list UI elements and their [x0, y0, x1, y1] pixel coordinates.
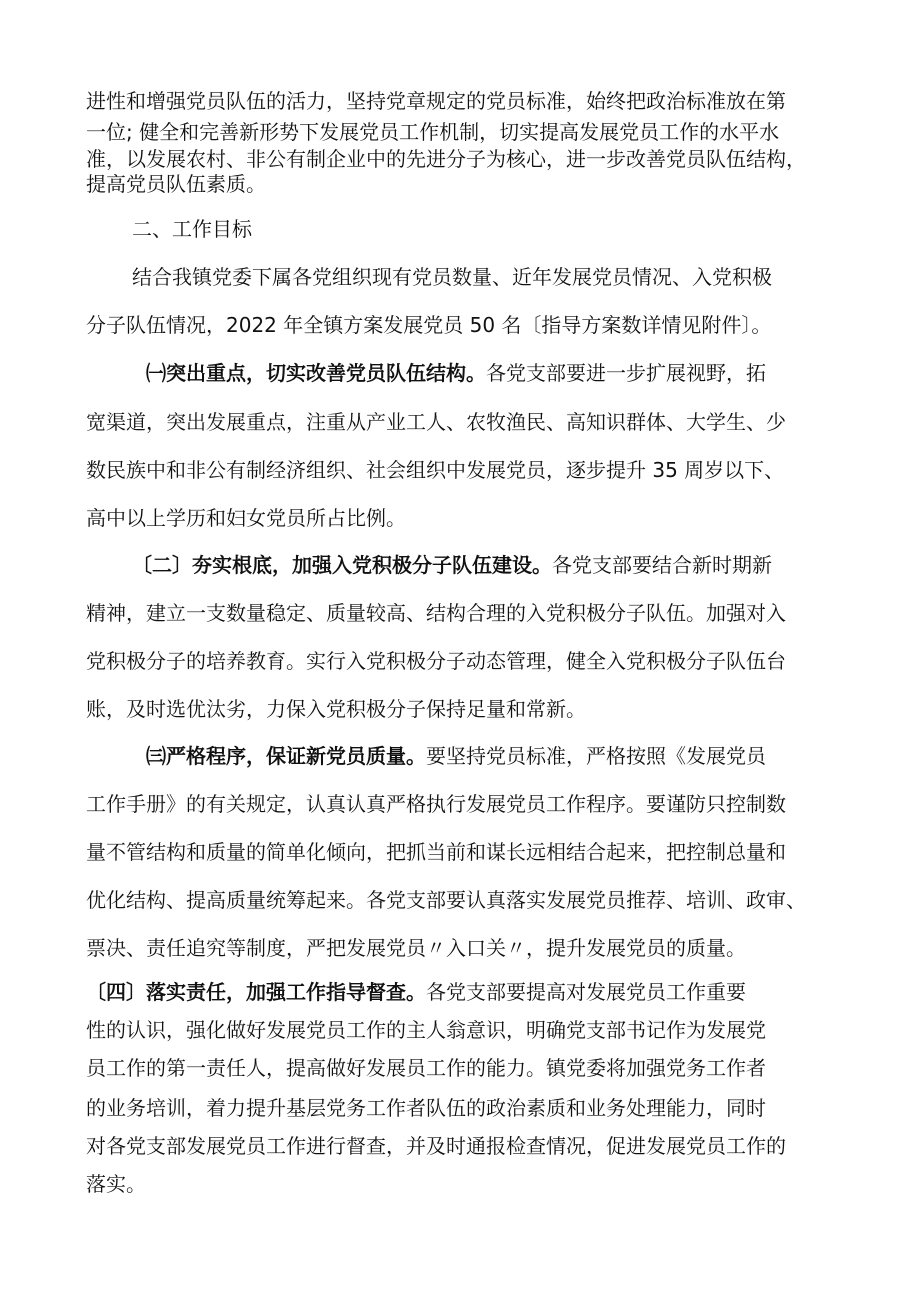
- item4-line-6: 落实。: [86, 1172, 146, 1196]
- item1-title: 突出重点，切实改善党员队伍结构。: [166, 361, 486, 385]
- item2-label: 〔二〕: [132, 553, 192, 577]
- item4-title: 落实责任，加强工作指导督查。: [146, 980, 426, 1004]
- section-heading: 二、工作目标: [132, 217, 252, 241]
- item3-line-5: 票决、责任追究等制度，严把发展党员〃入口关〃，提升发展党员的质量。: [86, 936, 746, 960]
- intro-line-2: 一位; 健全和完善新形势下发展党员工作机制，切实提高发展党员工作的水平水: [86, 120, 780, 144]
- item2-line-4: 账，及时选优汰劣，力保入党积极分子保持足量和常新。: [86, 697, 586, 721]
- item3-line-2: 工作手册》的有关规定，认真认真严格执行发展党员工作程序。要谨防只控制数: [86, 792, 786, 816]
- item3-line-3: 量不管结构和质量的简单化倾向，把抓当前和谋长远相结合起来，把控制总量和: [86, 840, 786, 864]
- intro-line-4: 提高党员队伍素质。: [86, 172, 266, 196]
- item2-first-line: [132, 553, 772, 577]
- item1-line-2: 宽渠道，突出发展重点，注重从产业工人、农牧渔民、高知识群体、大学生、少: [86, 410, 786, 434]
- item1-line-3: 数民族中和非公有制经济组织、社会组织中发展党员，逐步提升 35 周岁以下、: [86, 458, 785, 482]
- item4-line-5: 对各党支部发展党员工作进行督查，并及时通报检查情况，促进发展党员工作的: [86, 1134, 786, 1158]
- item4-label: 〔四〕: [86, 980, 146, 1004]
- item1-label: ㈠: [146, 361, 166, 385]
- item3-first-line-rest: 要坚持党员标准，严格按照《发展党员: [426, 744, 766, 768]
- item4-first-line: [86, 980, 746, 1004]
- intro-line-1: 进性和增强党员队伍的活力，坚持党章规定的党员标准，始终把政治标准放在第: [86, 89, 786, 113]
- item3-title: 严格程序，保证新党员质量。: [166, 744, 426, 768]
- item2-title: 夯实根底，加强入党积极分子队伍建设。: [192, 553, 552, 577]
- item1-line-4: 高中以上学历和妇女党员所占比例。: [86, 506, 406, 530]
- item3-label: ㈢: [146, 744, 166, 768]
- item3-line-4: 优化结构、提高质量统筹起来。各党支部要认真落实发展党员推荐、培训、政审、: [86, 888, 806, 912]
- intro-line-3: 准，以发展农村、非公有制企业中的先进分子为核心，进一步改善党员队伍结构，: [86, 147, 806, 171]
- item1-first-line-rest: 各党支部要进一步扩展视野，拓: [486, 361, 766, 385]
- goal-line-1: 结合我镇党委下属各党组织现有党员数量、近年发展党员情况、入党积极: [132, 265, 772, 289]
- item2-first-line-rest: 各党支部要结合新时期新: [552, 553, 772, 577]
- item1-first-line: [146, 361, 766, 385]
- item4-line-2: 性的认识，强化做好发展党员工作的主人翁意识，明确党支部书记作为发展党: [86, 1018, 766, 1042]
- item3-first-line: [146, 744, 766, 768]
- item2-line-3: 党积极分子的培养教育。实行入党积极分子动态管理，健全入党积极分子队伍台: [86, 649, 786, 673]
- item2-line-2: 精神，建立一支数量稳定、质量较高、结构合理的入党积极分子队伍。加强对入: [86, 601, 786, 625]
- goal-line-2: 分子队伍情况，2022 年全镇方案发展党员 50 名〔指导方案数详情见附件〕。: [86, 313, 772, 337]
- item4-first-line-rest: 各党支部要提高对发展党员工作重要: [426, 980, 746, 1004]
- item4-line-4: 的业务培训，着力提升基层党务工作者队伍的政治素质和业务处理能力，同时: [86, 1096, 766, 1120]
- item4-line-3: 员工作的第一责任人，提高做好发展员工作的能力。镇党委将加强党务工作者: [86, 1056, 766, 1080]
